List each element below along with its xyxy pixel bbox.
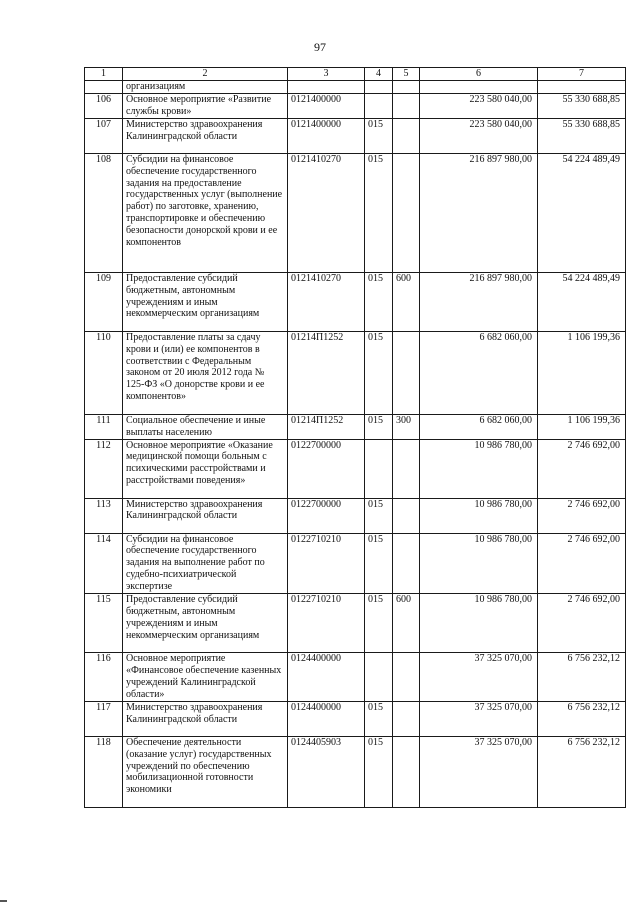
- cell-ved: 015: [365, 498, 393, 533]
- table-row: [85, 81, 626, 94]
- cell-code: 0122710210: [288, 533, 365, 594]
- cell-amount6: 223 580 040,00: [420, 93, 538, 118]
- cell-amount6: 10 986 780,00: [420, 439, 538, 498]
- cell-ved: 015: [365, 153, 393, 272]
- column-header-6: 6: [420, 68, 538, 81]
- cell-num: 107: [85, 118, 123, 153]
- cell-ved: 015: [365, 331, 393, 414]
- cell-num: 113: [85, 498, 123, 533]
- cell-ved: 015: [365, 272, 393, 331]
- table-row: [85, 533, 626, 594]
- cell-num: [85, 81, 123, 94]
- cell-amount7: 2 746 692,00: [538, 594, 626, 653]
- cell-ved: [365, 81, 393, 94]
- cell-amount6: 37 325 070,00: [420, 736, 538, 807]
- cell-code: 0121400000: [288, 118, 365, 153]
- cell-amount7: 6 756 232,12: [538, 701, 626, 736]
- cell-num: 108: [85, 153, 123, 272]
- column-header-5: 5: [393, 68, 420, 81]
- table-row: [85, 653, 626, 702]
- cell-amount7: 2 746 692,00: [538, 439, 626, 498]
- cell-code: 0124405903: [288, 736, 365, 807]
- table-body: [85, 81, 626, 808]
- cell-ved: 015: [365, 414, 393, 439]
- cell-name: Основное мероприятие «Оказание медицинской помощи больным с психическими расстройствами и расстройствами поведения»: [123, 439, 288, 498]
- cell-name: Обеспечение деятельности (оказание услуг) государственных учреждений по обеспечению мобилизационной готовности экономики: [123, 736, 288, 807]
- cell-amount7: [538, 81, 626, 94]
- cell-amount7: 2 746 692,00: [538, 533, 626, 594]
- cell-code: 0121410270: [288, 153, 365, 272]
- cell-vr: [393, 701, 420, 736]
- cell-name: Министерство здравоохранения Калининградской области: [123, 701, 288, 736]
- cell-code: 0122700000: [288, 439, 365, 498]
- table-row: [85, 331, 626, 414]
- cell-amount6: 10 986 780,00: [420, 498, 538, 533]
- cell-num: 111: [85, 414, 123, 439]
- cell-amount7: 1 106 199,36: [538, 331, 626, 414]
- cell-name: Социальное обеспечение и иные выплаты населению: [123, 414, 288, 439]
- cell-num: 114: [85, 533, 123, 594]
- cell-num: 118: [85, 736, 123, 807]
- table-row: [85, 153, 626, 272]
- column-header-2: 2: [123, 68, 288, 81]
- cell-vr: [393, 439, 420, 498]
- cell-ved: 015: [365, 594, 393, 653]
- table-row: [85, 93, 626, 118]
- cell-ved: 015: [365, 701, 393, 736]
- cell-name: Субсидии на финансовое обеспечение государственного задания на выполнение работ по судебно-психиатрической экспертизе: [123, 533, 288, 594]
- cell-amount7: 54 224 489,49: [538, 272, 626, 331]
- cell-vr: 600: [393, 594, 420, 653]
- column-header-3: 3: [288, 68, 365, 81]
- cell-amount6: 216 897 980,00: [420, 153, 538, 272]
- column-header-7: 7: [538, 68, 626, 81]
- table-row: [85, 498, 626, 533]
- cell-ved: 015: [365, 736, 393, 807]
- cell-name: Министерство здравоохранения Калининградской области: [123, 498, 288, 533]
- cell-ved: [365, 653, 393, 702]
- cell-amount6: 10 986 780,00: [420, 594, 538, 653]
- cell-name: Предоставление субсидий бюджетным, автономным учреждениям и иным некоммерческим организациям: [123, 594, 288, 653]
- cell-vr: [393, 533, 420, 594]
- cell-amount7: 2 746 692,00: [538, 498, 626, 533]
- cell-vr: [393, 331, 420, 414]
- cell-amount6: 216 897 980,00: [420, 272, 538, 331]
- column-header-4: 4: [365, 68, 393, 81]
- cell-name: Предоставление платы за сдачу крови и (или) ее компонентов в соответствии с Федеральным законом от 20 июля 2012 года № 125-ФЗ «О донорстве крови и ее компонентов»: [123, 331, 288, 414]
- cell-vr: 300: [393, 414, 420, 439]
- cell-code: 0122710210: [288, 594, 365, 653]
- cell-amount7: 55 330 688,85: [538, 93, 626, 118]
- table-row: [85, 736, 626, 807]
- cell-name: Министерство здравоохранения Калининградской области: [123, 118, 288, 153]
- cell-code: 01214П1252: [288, 331, 365, 414]
- cell-num: 110: [85, 331, 123, 414]
- cell-vr: [393, 118, 420, 153]
- cell-name: Основное мероприятие «Финансовое обеспечение казенных учреждений Калининградской области»: [123, 653, 288, 702]
- cell-num: 106: [85, 93, 123, 118]
- scan-mark: [0, 900, 7, 902]
- cell-code: 0122700000: [288, 498, 365, 533]
- table-row: [85, 594, 626, 653]
- table-row: [85, 272, 626, 331]
- cell-vr: 600: [393, 272, 420, 331]
- cell-code: 0124400000: [288, 701, 365, 736]
- cell-amount7: 54 224 489,49: [538, 153, 626, 272]
- cell-name: Предоставление субсидий бюджетным, автономным учреждениям и иным некоммерческим организациям: [123, 272, 288, 331]
- header-row: [85, 68, 626, 81]
- cell-name: организациям: [123, 81, 288, 94]
- cell-code: 0124400000: [288, 653, 365, 702]
- column-header-1: 1: [85, 68, 123, 81]
- cell-code: 0121400000: [288, 93, 365, 118]
- cell-num: 109: [85, 272, 123, 331]
- cell-code: [288, 81, 365, 94]
- cell-code: 01214П1252: [288, 414, 365, 439]
- table-row: [85, 701, 626, 736]
- cell-vr: [393, 81, 420, 94]
- cell-amount7: 1 106 199,36: [538, 414, 626, 439]
- cell-vr: [393, 498, 420, 533]
- cell-amount6: 6 682 060,00: [420, 414, 538, 439]
- cell-amount6: 37 325 070,00: [420, 653, 538, 702]
- cell-num: 117: [85, 701, 123, 736]
- table-row: [85, 118, 626, 153]
- cell-num: 116: [85, 653, 123, 702]
- cell-amount6: 10 986 780,00: [420, 533, 538, 594]
- budget-table: [84, 67, 626, 808]
- table-row: [85, 439, 626, 498]
- page-number: 97: [314, 40, 326, 54]
- cell-vr: [393, 653, 420, 702]
- cell-vr: [393, 153, 420, 272]
- cell-ved: [365, 439, 393, 498]
- cell-ved: 015: [365, 533, 393, 594]
- cell-vr: [393, 736, 420, 807]
- cell-num: 112: [85, 439, 123, 498]
- cell-vr: [393, 93, 420, 118]
- cell-amount7: 6 756 232,12: [538, 653, 626, 702]
- table-row: [85, 414, 626, 439]
- cell-amount6: 6 682 060,00: [420, 331, 538, 414]
- cell-ved: [365, 93, 393, 118]
- cell-amount7: 6 756 232,12: [538, 736, 626, 807]
- cell-amount6: [420, 81, 538, 94]
- cell-amount7: 55 330 688,85: [538, 118, 626, 153]
- cell-name: Субсидии на финансовое обеспечение государственного задания на предоставление государственных услуг (выполнение работ) по заготовке, хранению, транспортировке и обеспечению безопасности донорской крови и ее компонентов: [123, 153, 288, 272]
- cell-code: 0121410270: [288, 272, 365, 331]
- cell-amount6: 223 580 040,00: [420, 118, 538, 153]
- cell-amount6: 37 325 070,00: [420, 701, 538, 736]
- cell-num: 115: [85, 594, 123, 653]
- cell-name: Основное мероприятие «Развитие службы крови»: [123, 93, 288, 118]
- cell-ved: 015: [365, 118, 393, 153]
